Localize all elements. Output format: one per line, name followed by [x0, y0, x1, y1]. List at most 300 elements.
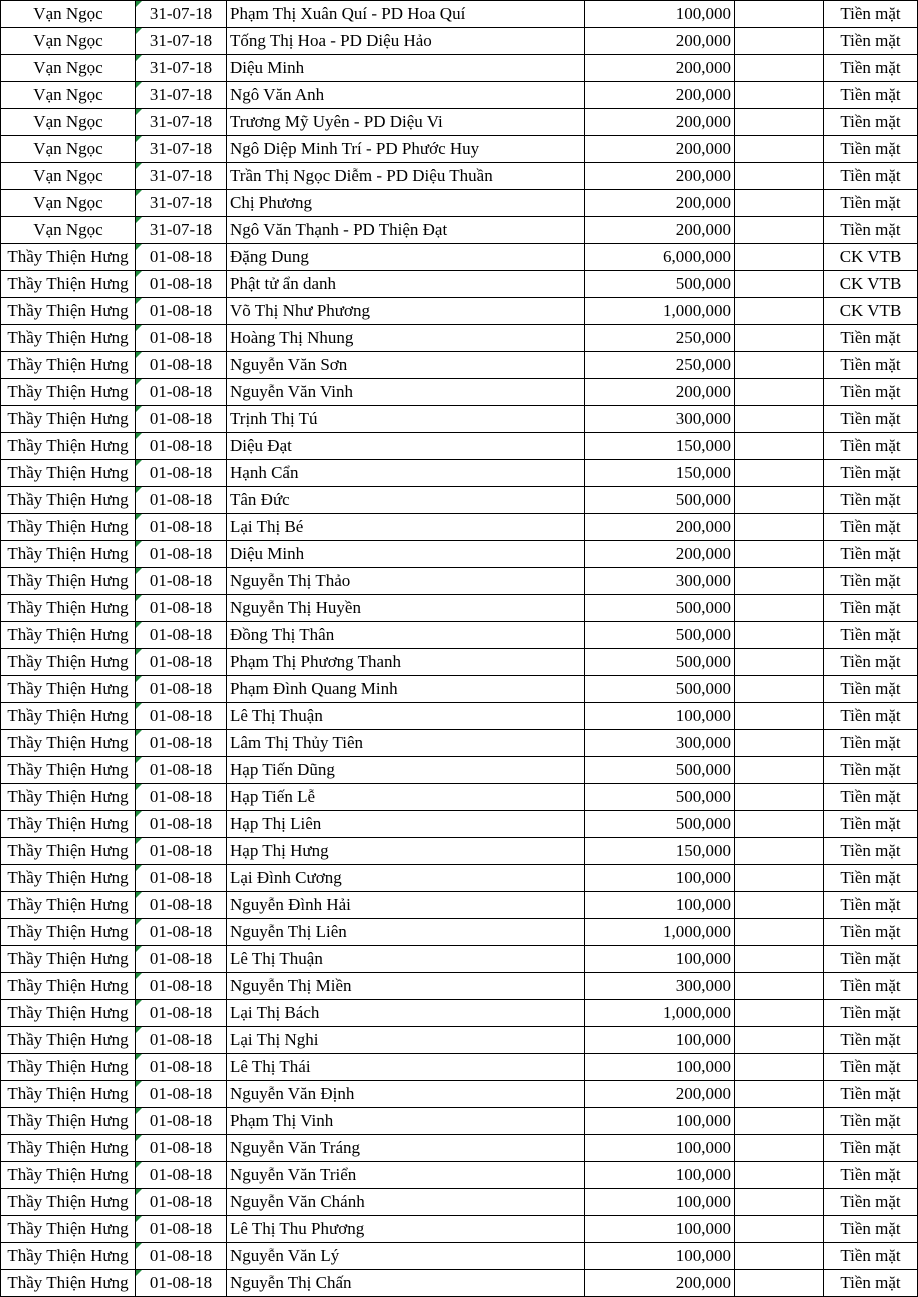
- amount-cell[interactable]: 150,000: [585, 838, 735, 865]
- amount-cell[interactable]: 1,000,000: [585, 298, 735, 325]
- donor-name-cell[interactable]: Phật tử ẩn danh: [227, 271, 585, 298]
- amount-cell[interactable]: 100,000: [585, 1135, 735, 1162]
- date-cell[interactable]: 01-08-18: [136, 595, 227, 622]
- date-cell[interactable]: 01-08-18: [136, 1243, 227, 1270]
- table-row: [1, 109, 918, 136]
- donor-name-cell[interactable]: Lại Thị Nghi: [227, 1027, 585, 1054]
- donor-name-cell[interactable]: Hoàng Thị Nhung: [227, 325, 585, 352]
- table-row: [1, 1135, 918, 1162]
- payment-method-cell[interactable]: Tiền mặt: [824, 784, 918, 811]
- payment-method-cell[interactable]: CK VTB: [824, 244, 918, 271]
- date-cell[interactable]: 31-07-18: [136, 1, 227, 28]
- payment-method-cell[interactable]: Tiền mặt: [824, 676, 918, 703]
- empty-cell[interactable]: [735, 622, 824, 649]
- date-cell[interactable]: 31-07-18: [136, 136, 227, 163]
- empty-cell[interactable]: [735, 1081, 824, 1108]
- staff-cell[interactable]: Thầy Thiện Hưng: [1, 568, 136, 595]
- donor-name-cell[interactable]: Lê Thị Thu Phương: [227, 1216, 585, 1243]
- amount-cell[interactable]: 100,000: [585, 703, 735, 730]
- payment-method-cell[interactable]: Tiền mặt: [824, 1189, 918, 1216]
- donor-name-cell[interactable]: Nguyễn Văn Triển: [227, 1162, 585, 1189]
- empty-cell[interactable]: [735, 838, 824, 865]
- payment-method-cell[interactable]: Tiền mặt: [824, 433, 918, 460]
- staff-cell[interactable]: Vạn Ngọc: [1, 190, 136, 217]
- donor-name-cell[interactable]: Lại Thị Bé: [227, 514, 585, 541]
- payment-method-cell[interactable]: Tiền mặt: [824, 919, 918, 946]
- staff-cell[interactable]: Vạn Ngọc: [1, 136, 136, 163]
- staff-cell[interactable]: Thầy Thiện Hưng: [1, 676, 136, 703]
- donor-name-cell[interactable]: Trịnh Thị Tú: [227, 406, 585, 433]
- date-cell[interactable]: 31-07-18: [136, 82, 227, 109]
- staff-cell[interactable]: Thầy Thiện Hưng: [1, 811, 136, 838]
- staff-cell[interactable]: Vạn Ngọc: [1, 82, 136, 109]
- donor-name-cell[interactable]: Phạm Thị Vinh: [227, 1108, 585, 1135]
- payment-method-cell[interactable]: Tiền mặt: [824, 730, 918, 757]
- table-row: [1, 892, 918, 919]
- amount-cell[interactable]: 100,000: [585, 1216, 735, 1243]
- amount-cell[interactable]: 100,000: [585, 1054, 735, 1081]
- amount-cell[interactable]: 200,000: [585, 1081, 735, 1108]
- donor-name-cell[interactable]: Nguyễn Thị Chấn: [227, 1270, 585, 1297]
- donor-name-cell[interactable]: Nguyễn Văn Lý: [227, 1243, 585, 1270]
- staff-cell[interactable]: Thầy Thiện Hưng: [1, 541, 136, 568]
- staff-cell[interactable]: Thầy Thiện Hưng: [1, 973, 136, 1000]
- staff-cell[interactable]: Thầy Thiện Hưng: [1, 1054, 136, 1081]
- table-row: [1, 595, 918, 622]
- empty-cell[interactable]: [735, 541, 824, 568]
- payment-method-cell[interactable]: Tiền mặt: [824, 1000, 918, 1027]
- date-cell[interactable]: 01-08-18: [136, 703, 227, 730]
- date-cell[interactable]: 01-08-18: [136, 298, 227, 325]
- staff-cell[interactable]: Vạn Ngọc: [1, 55, 136, 82]
- amount-cell[interactable]: 500,000: [585, 811, 735, 838]
- amount-cell[interactable]: 500,000: [585, 271, 735, 298]
- payment-method-cell[interactable]: Tiền mặt: [824, 1, 918, 28]
- empty-cell[interactable]: [735, 1162, 824, 1189]
- date-cell[interactable]: 01-08-18: [136, 244, 227, 271]
- empty-cell[interactable]: [735, 1, 824, 28]
- date-cell[interactable]: 01-08-18: [136, 1108, 227, 1135]
- date-cell[interactable]: 01-08-18: [136, 919, 227, 946]
- empty-cell[interactable]: [735, 946, 824, 973]
- table-row: [1, 487, 918, 514]
- date-cell[interactable]: 31-07-18: [136, 109, 227, 136]
- donor-name-cell[interactable]: Nguyễn Văn Chánh: [227, 1189, 585, 1216]
- donor-name-cell[interactable]: Nguyễn Thị Thảo: [227, 568, 585, 595]
- amount-cell[interactable]: 200,000: [585, 55, 735, 82]
- donor-name-cell[interactable]: Đồng Thị Thân: [227, 622, 585, 649]
- amount-cell[interactable]: 6,000,000: [585, 244, 735, 271]
- empty-cell[interactable]: [735, 379, 824, 406]
- date-cell[interactable]: 31-07-18: [136, 217, 227, 244]
- empty-cell[interactable]: [735, 271, 824, 298]
- amount-cell[interactable]: 300,000: [585, 973, 735, 1000]
- amount-cell[interactable]: 1,000,000: [585, 1000, 735, 1027]
- staff-cell[interactable]: Thầy Thiện Hưng: [1, 433, 136, 460]
- date-cell[interactable]: 01-08-18: [136, 1162, 227, 1189]
- empty-cell[interactable]: [735, 82, 824, 109]
- staff-cell[interactable]: Thầy Thiện Hưng: [1, 1189, 136, 1216]
- staff-cell[interactable]: Thầy Thiện Hưng: [1, 1270, 136, 1297]
- empty-cell[interactable]: [735, 406, 824, 433]
- date-cell[interactable]: 01-08-18: [136, 973, 227, 1000]
- donor-name-cell[interactable]: Tân Đức: [227, 487, 585, 514]
- empty-cell[interactable]: [735, 1108, 824, 1135]
- donor-name-cell[interactable]: Nguyễn Văn Vinh: [227, 379, 585, 406]
- donor-name-cell[interactable]: Lê Thị Thuận: [227, 946, 585, 973]
- empty-cell[interactable]: [735, 811, 824, 838]
- payment-method-cell[interactable]: Tiền mặt: [824, 568, 918, 595]
- date-cell[interactable]: 01-08-18: [136, 1189, 227, 1216]
- amount-cell[interactable]: 100,000: [585, 865, 735, 892]
- payment-method-cell[interactable]: Tiền mặt: [824, 487, 918, 514]
- payment-method-cell[interactable]: Tiền mặt: [824, 622, 918, 649]
- donor-name-cell[interactable]: Trần Thị Ngọc Diễm - PD Diệu Thuần: [227, 163, 585, 190]
- empty-cell[interactable]: [735, 757, 824, 784]
- donor-name-cell[interactable]: Hạp Tiến Lễ: [227, 784, 585, 811]
- staff-cell[interactable]: Thầy Thiện Hưng: [1, 757, 136, 784]
- date-cell[interactable]: 01-08-18: [136, 730, 227, 757]
- empty-cell[interactable]: [735, 352, 824, 379]
- table-row: [1, 1216, 918, 1243]
- date-cell[interactable]: 01-08-18: [136, 271, 227, 298]
- table-row: [1, 433, 918, 460]
- staff-cell[interactable]: Vạn Ngọc: [1, 1, 136, 28]
- staff-cell[interactable]: Thầy Thiện Hưng: [1, 703, 136, 730]
- amount-cell[interactable]: 500,000: [585, 757, 735, 784]
- date-cell[interactable]: 01-08-18: [136, 460, 227, 487]
- payment-method-cell[interactable]: Tiền mặt: [824, 1243, 918, 1270]
- amount-cell[interactable]: 200,000: [585, 163, 735, 190]
- staff-cell[interactable]: Thầy Thiện Hưng: [1, 1108, 136, 1135]
- donor-name-cell[interactable]: Phạm Thị Xuân Quí - PD Hoa Quí: [227, 1, 585, 28]
- payment-method-cell[interactable]: CK VTB: [824, 271, 918, 298]
- payment-method-cell[interactable]: Tiền mặt: [824, 865, 918, 892]
- table-row: [1, 1, 918, 28]
- table-row: [1, 946, 918, 973]
- donor-name-cell[interactable]: Nguyễn Văn Sơn: [227, 352, 585, 379]
- payment-method-cell[interactable]: Tiền mặt: [824, 136, 918, 163]
- empty-cell[interactable]: [735, 460, 824, 487]
- amount-cell[interactable]: 100,000: [585, 1108, 735, 1135]
- staff-cell[interactable]: Thầy Thiện Hưng: [1, 919, 136, 946]
- staff-cell[interactable]: Thầy Thiện Hưng: [1, 1162, 136, 1189]
- amount-cell[interactable]: 150,000: [585, 433, 735, 460]
- amount-cell[interactable]: 200,000: [585, 541, 735, 568]
- donor-name-cell[interactable]: Lê Thị Thuận: [227, 703, 585, 730]
- date-cell[interactable]: 01-08-18: [136, 433, 227, 460]
- staff-cell[interactable]: Vạn Ngọc: [1, 28, 136, 55]
- amount-cell[interactable]: 100,000: [585, 946, 735, 973]
- payment-method-cell[interactable]: Tiền mặt: [824, 82, 918, 109]
- date-cell[interactable]: 31-07-18: [136, 190, 227, 217]
- amount-cell[interactable]: 200,000: [585, 28, 735, 55]
- date-cell[interactable]: 31-07-18: [136, 55, 227, 82]
- amount-cell[interactable]: 100,000: [585, 1027, 735, 1054]
- empty-cell[interactable]: [735, 1243, 824, 1270]
- payment-method-cell[interactable]: Tiền mặt: [824, 352, 918, 379]
- date-cell[interactable]: 01-08-18: [136, 946, 227, 973]
- date-cell[interactable]: 01-08-18: [136, 568, 227, 595]
- staff-cell[interactable]: Thầy Thiện Hưng: [1, 622, 136, 649]
- staff-cell[interactable]: Thầy Thiện Hưng: [1, 730, 136, 757]
- table-row: [1, 217, 918, 244]
- amount-cell[interactable]: 500,000: [585, 487, 735, 514]
- donor-name-cell[interactable]: Hạp Thị Hưng: [227, 838, 585, 865]
- amount-cell[interactable]: 150,000: [585, 460, 735, 487]
- date-cell[interactable]: 31-07-18: [136, 28, 227, 55]
- payment-method-cell[interactable]: Tiền mặt: [824, 1081, 918, 1108]
- empty-cell[interactable]: [735, 892, 824, 919]
- date-cell[interactable]: 01-08-18: [136, 352, 227, 379]
- amount-cell[interactable]: 200,000: [585, 1270, 735, 1297]
- amount-cell[interactable]: 200,000: [585, 514, 735, 541]
- payment-method-cell[interactable]: Tiền mặt: [824, 28, 918, 55]
- empty-cell[interactable]: [735, 190, 824, 217]
- staff-cell[interactable]: Thầy Thiện Hưng: [1, 325, 136, 352]
- empty-cell[interactable]: [735, 865, 824, 892]
- staff-cell[interactable]: Thầy Thiện Hưng: [1, 379, 136, 406]
- date-cell[interactable]: 01-08-18: [136, 406, 227, 433]
- date-cell[interactable]: 01-08-18: [136, 622, 227, 649]
- empty-cell[interactable]: [735, 136, 824, 163]
- date-cell[interactable]: 01-08-18: [136, 541, 227, 568]
- empty-cell[interactable]: [735, 595, 824, 622]
- empty-cell[interactable]: [735, 1054, 824, 1081]
- payment-method-cell[interactable]: Tiền mặt: [824, 1054, 918, 1081]
- payment-method-cell[interactable]: Tiền mặt: [824, 946, 918, 973]
- payment-method-cell[interactable]: Tiền mặt: [824, 460, 918, 487]
- date-cell[interactable]: 01-08-18: [136, 811, 227, 838]
- empty-cell[interactable]: [735, 649, 824, 676]
- donor-name-cell[interactable]: Diệu Đạt: [227, 433, 585, 460]
- date-cell[interactable]: 01-08-18: [136, 487, 227, 514]
- empty-cell[interactable]: [735, 784, 824, 811]
- donor-name-cell[interactable]: Phạm Đình Quang Minh: [227, 676, 585, 703]
- amount-cell[interactable]: 100,000: [585, 1, 735, 28]
- payment-method-cell[interactable]: Tiền mặt: [824, 1270, 918, 1297]
- staff-cell[interactable]: Thầy Thiện Hưng: [1, 271, 136, 298]
- staff-cell[interactable]: Thầy Thiện Hưng: [1, 649, 136, 676]
- amount-cell[interactable]: 500,000: [585, 676, 735, 703]
- staff-cell[interactable]: Thầy Thiện Hưng: [1, 1135, 136, 1162]
- payment-method-cell[interactable]: Tiền mặt: [824, 514, 918, 541]
- payment-method-cell[interactable]: Tiền mặt: [824, 973, 918, 1000]
- amount-cell[interactable]: 300,000: [585, 568, 735, 595]
- donor-name-cell[interactable]: Lâm Thị Thủy Tiên: [227, 730, 585, 757]
- donor-name-cell[interactable]: Nguyễn Thị Miền: [227, 973, 585, 1000]
- payment-method-cell[interactable]: Tiền mặt: [824, 217, 918, 244]
- date-cell[interactable]: 01-08-18: [136, 1054, 227, 1081]
- staff-cell[interactable]: Thầy Thiện Hưng: [1, 406, 136, 433]
- payment-method-cell[interactable]: Tiền mặt: [824, 1135, 918, 1162]
- amount-cell[interactable]: 100,000: [585, 1243, 735, 1270]
- date-cell[interactable]: 01-08-18: [136, 379, 227, 406]
- payment-method-cell[interactable]: CK VTB: [824, 298, 918, 325]
- payment-method-cell[interactable]: Tiền mặt: [824, 1162, 918, 1189]
- amount-cell[interactable]: 100,000: [585, 1189, 735, 1216]
- donor-name-cell[interactable]: Phạm Thị Phương Thanh: [227, 649, 585, 676]
- amount-cell[interactable]: 1,000,000: [585, 919, 735, 946]
- staff-cell[interactable]: Thầy Thiện Hưng: [1, 865, 136, 892]
- staff-cell[interactable]: Vạn Ngọc: [1, 163, 136, 190]
- amount-cell[interactable]: 100,000: [585, 1162, 735, 1189]
- donor-name-cell[interactable]: Ngô Văn Thạnh - PD Thiện Đạt: [227, 217, 585, 244]
- amount-cell[interactable]: 200,000: [585, 379, 735, 406]
- staff-cell[interactable]: Thầy Thiện Hưng: [1, 244, 136, 271]
- date-cell[interactable]: 01-08-18: [136, 1081, 227, 1108]
- date-cell[interactable]: 01-08-18: [136, 325, 227, 352]
- amount-cell[interactable]: 200,000: [585, 190, 735, 217]
- donor-name-cell[interactable]: Lại Đình Cương: [227, 865, 585, 892]
- staff-cell[interactable]: Thầy Thiện Hưng: [1, 514, 136, 541]
- date-cell[interactable]: 01-08-18: [136, 649, 227, 676]
- empty-cell[interactable]: [735, 325, 824, 352]
- empty-cell[interactable]: [735, 433, 824, 460]
- empty-cell[interactable]: [735, 676, 824, 703]
- donor-name-cell[interactable]: Nguyễn Đình Hải: [227, 892, 585, 919]
- donor-name-cell[interactable]: Diệu Minh: [227, 541, 585, 568]
- empty-cell[interactable]: [735, 487, 824, 514]
- payment-method-cell[interactable]: Tiền mặt: [824, 109, 918, 136]
- staff-cell[interactable]: Thầy Thiện Hưng: [1, 892, 136, 919]
- amount-cell[interactable]: 200,000: [585, 109, 735, 136]
- staff-cell[interactable]: Thầy Thiện Hưng: [1, 838, 136, 865]
- donor-name-cell[interactable]: Chị Phương: [227, 190, 585, 217]
- empty-cell[interactable]: [735, 568, 824, 595]
- date-cell[interactable]: 01-08-18: [136, 514, 227, 541]
- payment-method-cell[interactable]: Tiền mặt: [824, 1216, 918, 1243]
- date-cell[interactable]: 01-08-18: [136, 1135, 227, 1162]
- date-cell[interactable]: 01-08-18: [136, 865, 227, 892]
- amount-cell[interactable]: 300,000: [585, 730, 735, 757]
- empty-cell[interactable]: [735, 163, 824, 190]
- staff-cell[interactable]: Thầy Thiện Hưng: [1, 298, 136, 325]
- payment-method-cell[interactable]: Tiền mặt: [824, 838, 918, 865]
- table-row: [1, 406, 918, 433]
- donor-name-cell[interactable]: Ngô Diệp Minh Trí - PD Phước Huy: [227, 136, 585, 163]
- empty-cell[interactable]: [735, 730, 824, 757]
- staff-cell[interactable]: Thầy Thiện Hưng: [1, 946, 136, 973]
- staff-cell[interactable]: Thầy Thiện Hưng: [1, 784, 136, 811]
- empty-cell[interactable]: [735, 1189, 824, 1216]
- amount-cell[interactable]: 500,000: [585, 595, 735, 622]
- empty-cell[interactable]: [735, 217, 824, 244]
- staff-cell[interactable]: Vạn Ngọc: [1, 109, 136, 136]
- empty-cell[interactable]: [735, 109, 824, 136]
- payment-method-cell[interactable]: Tiền mặt: [824, 379, 918, 406]
- amount-cell[interactable]: 500,000: [585, 649, 735, 676]
- date-cell[interactable]: 31-07-18: [136, 163, 227, 190]
- payment-method-cell[interactable]: Tiền mặt: [824, 1108, 918, 1135]
- staff-cell[interactable]: Thầy Thiện Hưng: [1, 1000, 136, 1027]
- empty-cell[interactable]: [735, 1027, 824, 1054]
- payment-method-cell[interactable]: Tiền mặt: [824, 541, 918, 568]
- empty-cell[interactable]: [735, 298, 824, 325]
- payment-method-cell[interactable]: Tiền mặt: [824, 190, 918, 217]
- empty-cell[interactable]: [735, 55, 824, 82]
- empty-cell[interactable]: [735, 1135, 824, 1162]
- payment-method-cell[interactable]: Tiền mặt: [824, 811, 918, 838]
- date-cell[interactable]: 01-08-18: [136, 838, 227, 865]
- date-cell[interactable]: 01-08-18: [136, 1216, 227, 1243]
- amount-cell[interactable]: 200,000: [585, 217, 735, 244]
- donor-name-cell[interactable]: Võ Thị Như Phương: [227, 298, 585, 325]
- amount-cell[interactable]: 200,000: [585, 136, 735, 163]
- donor-name-cell[interactable]: Lê Thị Thái: [227, 1054, 585, 1081]
- amount-cell[interactable]: 500,000: [585, 622, 735, 649]
- table-row: [1, 730, 918, 757]
- payment-method-cell[interactable]: Tiền mặt: [824, 595, 918, 622]
- empty-cell[interactable]: [735, 28, 824, 55]
- date-cell[interactable]: 01-08-18: [136, 757, 227, 784]
- amount-cell[interactable]: 500,000: [585, 784, 735, 811]
- empty-cell[interactable]: [735, 1216, 824, 1243]
- amount-cell[interactable]: 250,000: [585, 325, 735, 352]
- donor-name-cell[interactable]: Trương Mỹ Uyên - PD Diệu Vi: [227, 109, 585, 136]
- amount-cell[interactable]: 300,000: [585, 406, 735, 433]
- donor-name-cell[interactable]: Nguyễn Văn Định: [227, 1081, 585, 1108]
- date-cell[interactable]: 01-08-18: [136, 1027, 227, 1054]
- payment-method-cell[interactable]: Tiền mặt: [824, 406, 918, 433]
- donor-name-cell[interactable]: Tống Thị Hoa - PD Diệu Hảo: [227, 28, 585, 55]
- payment-method-cell[interactable]: Tiền mặt: [824, 757, 918, 784]
- amount-cell[interactable]: 200,000: [585, 82, 735, 109]
- donor-name-cell[interactable]: Ngô Văn Anh: [227, 82, 585, 109]
- empty-cell[interactable]: [735, 973, 824, 1000]
- payment-method-cell[interactable]: Tiền mặt: [824, 649, 918, 676]
- empty-cell[interactable]: [735, 1270, 824, 1297]
- date-cell[interactable]: 01-08-18: [136, 1000, 227, 1027]
- date-cell[interactable]: 01-08-18: [136, 1270, 227, 1297]
- payment-method-cell[interactable]: Tiền mặt: [824, 55, 918, 82]
- donor-name-cell[interactable]: Đặng Dung: [227, 244, 585, 271]
- empty-cell[interactable]: [735, 244, 824, 271]
- donor-name-cell[interactable]: Lại Thị Bách: [227, 1000, 585, 1027]
- staff-cell[interactable]: Thầy Thiện Hưng: [1, 1081, 136, 1108]
- donor-name-cell[interactable]: Nguyễn Thị Liên: [227, 919, 585, 946]
- donor-name-cell[interactable]: Nguyễn Thị Huyền: [227, 595, 585, 622]
- staff-cell[interactable]: Thầy Thiện Hưng: [1, 460, 136, 487]
- donor-name-cell[interactable]: Hạnh Cẩn: [227, 460, 585, 487]
- donor-name-cell[interactable]: Hạp Thị Liên: [227, 811, 585, 838]
- payment-method-cell[interactable]: Tiền mặt: [824, 892, 918, 919]
- date-cell[interactable]: 01-08-18: [136, 676, 227, 703]
- payment-method-cell[interactable]: Tiền mặt: [824, 1027, 918, 1054]
- empty-cell[interactable]: [735, 1000, 824, 1027]
- amount-cell[interactable]: 100,000: [585, 892, 735, 919]
- staff-cell[interactable]: Thầy Thiện Hưng: [1, 1027, 136, 1054]
- amount-cell[interactable]: 250,000: [585, 352, 735, 379]
- donor-name-cell[interactable]: Diệu Minh: [227, 55, 585, 82]
- staff-cell[interactable]: Thầy Thiện Hưng: [1, 1243, 136, 1270]
- date-cell[interactable]: 01-08-18: [136, 892, 227, 919]
- staff-cell[interactable]: Thầy Thiện Hưng: [1, 1216, 136, 1243]
- donor-name-cell[interactable]: Nguyễn Văn Tráng: [227, 1135, 585, 1162]
- staff-cell[interactable]: Vạn Ngọc: [1, 217, 136, 244]
- payment-method-cell[interactable]: Tiền mặt: [824, 325, 918, 352]
- empty-cell[interactable]: [735, 514, 824, 541]
- staff-cell[interactable]: Thầy Thiện Hưng: [1, 595, 136, 622]
- date-cell[interactable]: 01-08-18: [136, 784, 227, 811]
- staff-cell[interactable]: Thầy Thiện Hưng: [1, 487, 136, 514]
- empty-cell[interactable]: [735, 703, 824, 730]
- payment-method-cell[interactable]: Tiền mặt: [824, 703, 918, 730]
- staff-cell[interactable]: Thầy Thiện Hưng: [1, 352, 136, 379]
- donor-name-cell[interactable]: Hạp Tiến Dũng: [227, 757, 585, 784]
- empty-cell[interactable]: [735, 919, 824, 946]
- payment-method-cell[interactable]: Tiền mặt: [824, 163, 918, 190]
